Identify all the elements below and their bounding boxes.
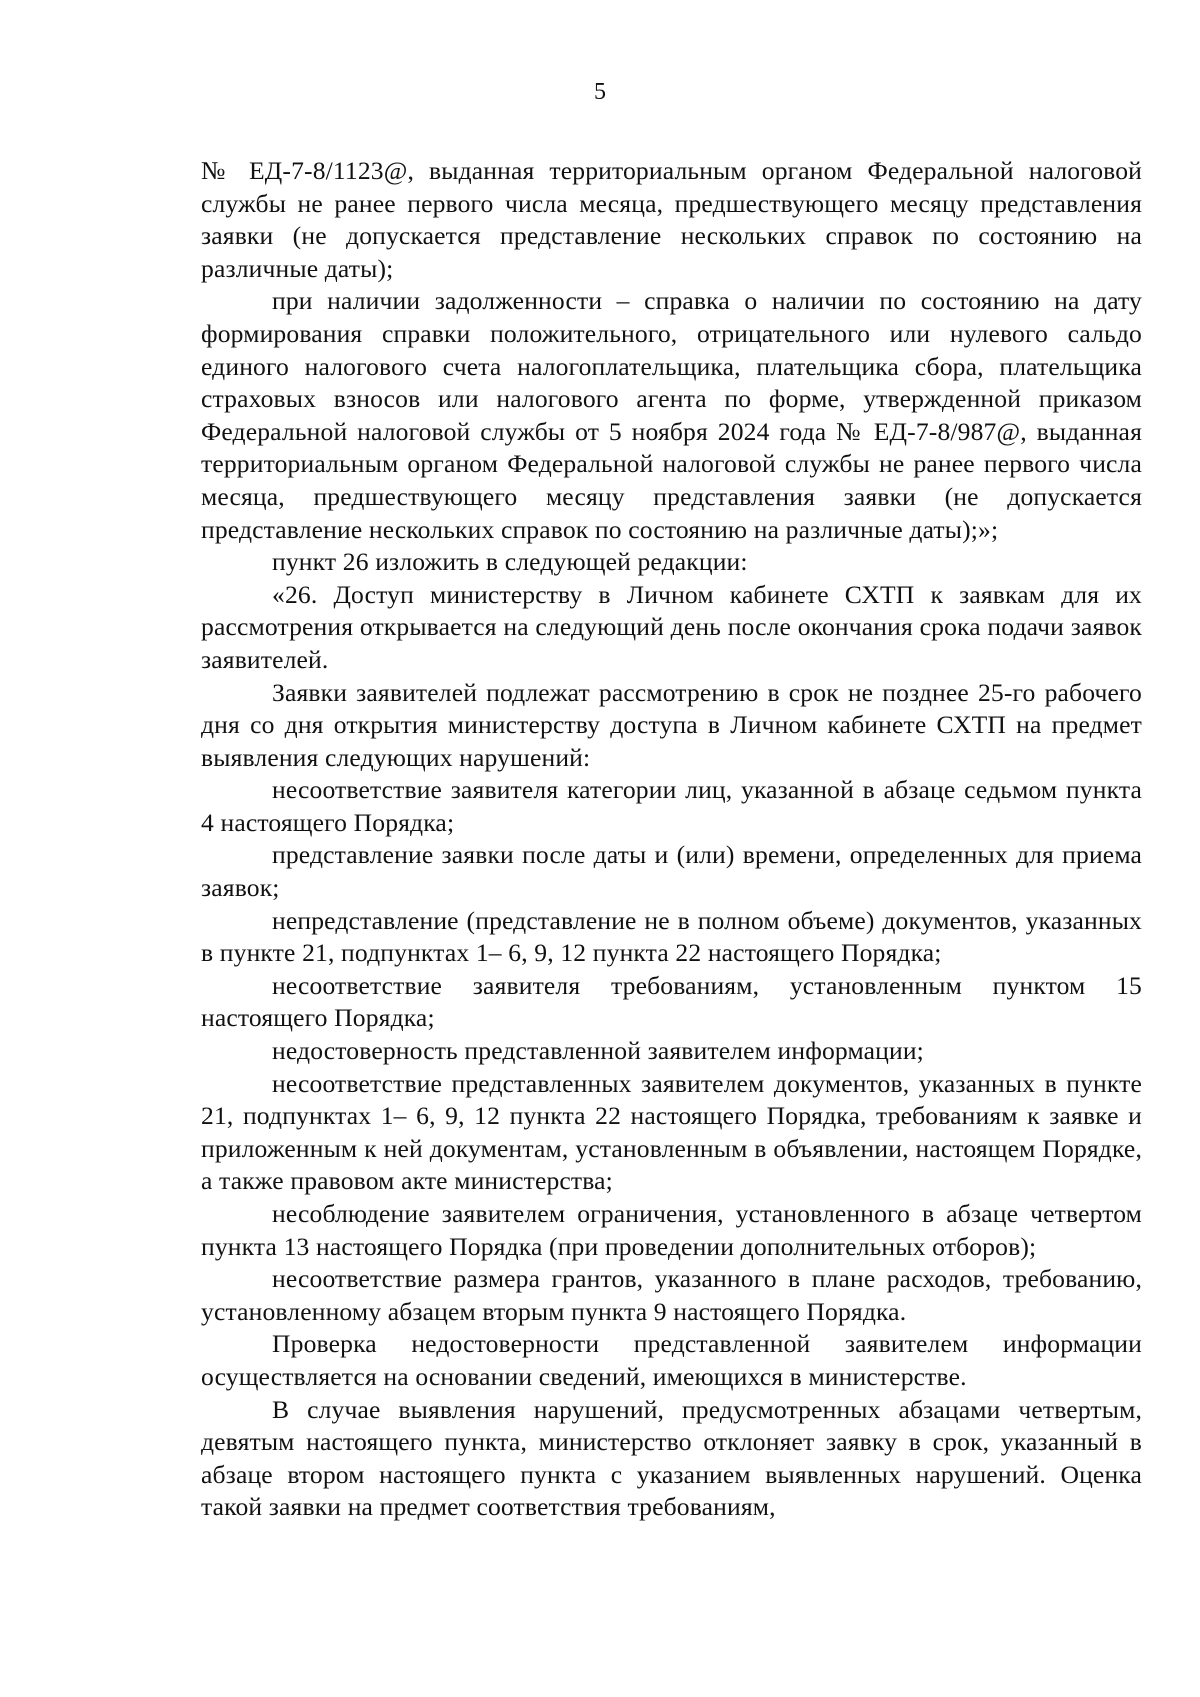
violation-item: несоответствие заявителя категории лиц, указанной в абзаце седьмом пункта 4 настоящего Порядка; xyxy=(201,775,1142,837)
violation-item: представление заявки после даты и (или) времени, определенных для приема заявок; xyxy=(201,840,1142,903)
paragraph-certificate-continuation: № ЕД-7-8/1123@, выданная территориальным органом Федеральной налоговой службы не ранее первого числа месяца, предшествующего месяцу представления заявки (не допускается представление нескольких справок по состоянию на различные даты); xyxy=(201,156,1142,283)
violation-item: несоблюдение заявителем ограничения, установленного в абзаце четвертом пункта 13 настоящего Порядка (при проведении дополнительных отборов); xyxy=(201,1199,1142,1261)
paragraph-debt-certificate: при наличии задолженности – справка о наличии по состоянию на дату формирования справки положительного, отрицательного или нулевого сальдо единого налогового счета налогоплательщика, плательщика сбора, плательщика страховых взносов или налогового агента по форме, утвержденной приказом Федеральной налоговой службы от 5 ноября 2024 года № ЕД-7-8/987@, выданная территориальным органом Федеральной налоговой службы не ранее первого числа месяца, предшествующего месяцу представления заявки (не допускается представление нескольких справок по состоянию на различные даты);»; xyxy=(201,286,1142,544)
violation-item: недостоверность представленной заявителем информации; xyxy=(272,1036,924,1066)
paragraph-rejection: В случае выявления нарушений, предусмотренных абзацами четвертым, девятым настоящего пункта, министерство отклоняет заявку в срок, указанный в абзаце втором настоящего пункта с указанием выявленных нарушений. Оценка такой заявки на предмет соответствия требованиям, xyxy=(201,1394,1142,1522)
violation-item: несоответствие заявителя требованиям, установленным пунктом 15 настоящего Порядка; xyxy=(201,970,1142,1033)
violation-item: непредставление (представление не в полном объеме) документов, указанных в пункте 21, подпунктах 1– 6, 9, 12 пункта 22 настоящего Порядка; xyxy=(201,905,1142,968)
page-number: 5 xyxy=(594,79,606,105)
paragraph-review-deadline: Заявки заявителей подлежат рассмотрению в срок не позднее 25-го рабочего дня со дня открытия министерству доступа в Личном кабинете СХТП на предмет выявления следующих нарушений: xyxy=(201,677,1142,772)
paragraph-item-26-access: «26. Доступ министерству в Личном кабинете СХТП к заявкам для их рассмотрения открывается на следующий день после окончания срока подачи заявок заявителей. xyxy=(201,579,1142,674)
paragraph-verification: Проверка недостоверности представленной заявителем информации осуществляется на основании сведений, имеющихся в министерстве. xyxy=(201,1329,1142,1391)
paragraph-item-26-intro: пункт 26 изложить в следующей редакции: xyxy=(272,547,748,577)
violation-item: несоответствие размера грантов, указанного в плане расходов, требованию, установленному абзацем вторым пункта 9 настоящего Порядка. xyxy=(201,1264,1142,1326)
document-body xyxy=(201,155,1142,1524)
violation-item: несоответствие представленных заявителем документов, указанных в пункте 21, подпунктах 1– 6, 9, 12 пункта 22 настоящего Порядка, требованиям к заявке и приложенным к ней документам, установленным в объявлении, настоящем Порядке, а также правовом акте министерства; xyxy=(201,1068,1142,1196)
